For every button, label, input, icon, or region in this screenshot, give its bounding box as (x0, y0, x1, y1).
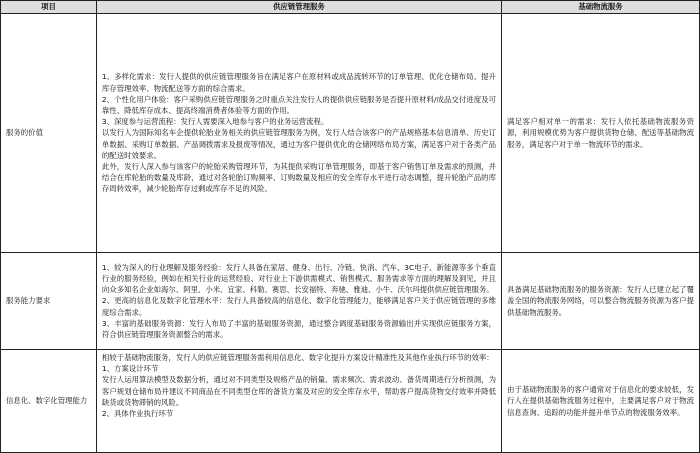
header-supply-chain: 供应链管理服务 (96, 1, 501, 14)
paragraph: 3、深度参与运营流程：发行人需要深入地参与客户的业务运营流程。 (101, 117, 329, 127)
table-row (1, 350, 700, 453)
paragraph: 1、较为深入的行业理解及服务经验：发行人具备在家居、健身、出行、冷链、快消、汽车、3C电子、新能源等多个垂直行业的服务经验，例如在相关行业的运营经验、对行业上下游供需模式、销售模式、服务需求等方面的理解及洞见，并且向众多知名企业如海尔、阿里、小米、宜家、科勒、赛思、长安福特、奔驰、雅迪、小牛、沃尔玛提供供应链管理服务。 (101, 262, 497, 295)
header-item: 项目 (1, 1, 97, 14)
basic-logistics-cell: 由于基础物流服务的客户通常对于信息化的要求较低，发行人在提供基础物流服务过程中，主要满足客户对于物流信息查询、追踪的功能并提升单节点的物流服务效率。 (502, 350, 700, 453)
row-label: 信息化、数字化管理能力 (1, 350, 97, 453)
supply-chain-cell (96, 14, 501, 253)
paragraph: 以发行人为国际知名车企提供轮胎业务相关的供应链管理服务为例，发行人结合该客户的产品规格基本信息清单、历史订单数据、采购订单数据、产品调拨需求及报废等情况，通过为客户提供优化的仓储网络布局方案，满足客户对于各类产品的配送时效要求。 (101, 128, 497, 160)
paragraph: 发行人运用算法模型及数据分析，通过对不同类型及规格产品的销量、需求频次、需求波动、备货周期进行分析预测，为客户规划仓储布局并建议不同商品在不同类型仓库的备货方案及对应的安全库存水平，帮助客户提高货物交付效率并降低缺货或货物滞销的风险。 (101, 375, 497, 407)
basic-logistics-cell: 具备满足基础物流服务的服务资源：发行人已建立起了覆盖全国的物流服务网络，可以整合物流服务资源为客户提供基础物流服务。 (502, 253, 700, 350)
table-row (1, 253, 700, 350)
paragraph: 此外，发行人深入参与该客户的轮胎采购管理环节，为其提供采购订单管理服务，即基于客户销售订单及需求的预测，并结合在库轮胎的数量及库龄，通过对各轮胎订购频率、订购数量及相应的安全库存水平进行动态调整，提升轮胎产品的库存周转效率，减少轮胎库存过剩或库存不足的风险。 (101, 162, 497, 194)
paragraph: 1、多样化需求：发行人提供的供应链管理服务旨在满足客户在原材料或成品流转环节的订单管理、优化仓储布局、提升库存管理效率、物流配送等方面的综合需求。 (101, 72, 497, 93)
paragraph: 相较于基础物流服务，发行人的供应链管理服务需利用信息化、数字化提升方案设计精准性及其他作业执行环节的效率： (101, 353, 494, 362)
paragraph: 2、具体作业执行环节 (101, 409, 174, 419)
table-row (1, 14, 700, 253)
row-label: 服务的价值 (1, 14, 97, 253)
basic-logistics-cell: 满足客户相对单一的需求：发行人依托基础物流服务资源，利用规模优势为客户提供货物仓储、配送等基础物流服务，满足客户对于单一物流环节的需求。 (502, 14, 700, 253)
paragraph: 2、更高的信息化及数字化管理水平：发行人具备较高的信息化、数字化管理能力，能够满足客户关于供应链管理的多维度综合需求。 (101, 296, 497, 317)
paragraph: 2、个性化用户体验：客户采购供应链管理服务之时重点关注发行人的提供供应链服务是否提升原材料/成品交付进度及可靠性、降低库存成本、提高终端消费者体验等方面的作用。 (101, 94, 497, 115)
supply-chain-cell (96, 350, 501, 453)
row-label: 服务能力要求 (1, 253, 97, 350)
paragraph: 1、方案设计环节 (101, 364, 159, 374)
supply-chain-cell (96, 253, 501, 350)
header-row (1, 1, 700, 14)
header-basic-logistics: 基础物流服务 (502, 1, 700, 14)
paragraph: 3、丰富的基础服务资源：发行人布局了丰富的基础服务资源，通过整合调度基础服务资源输出并实现供应链服务方案，符合供应链管理服务资源整合的需求。 (101, 318, 497, 339)
